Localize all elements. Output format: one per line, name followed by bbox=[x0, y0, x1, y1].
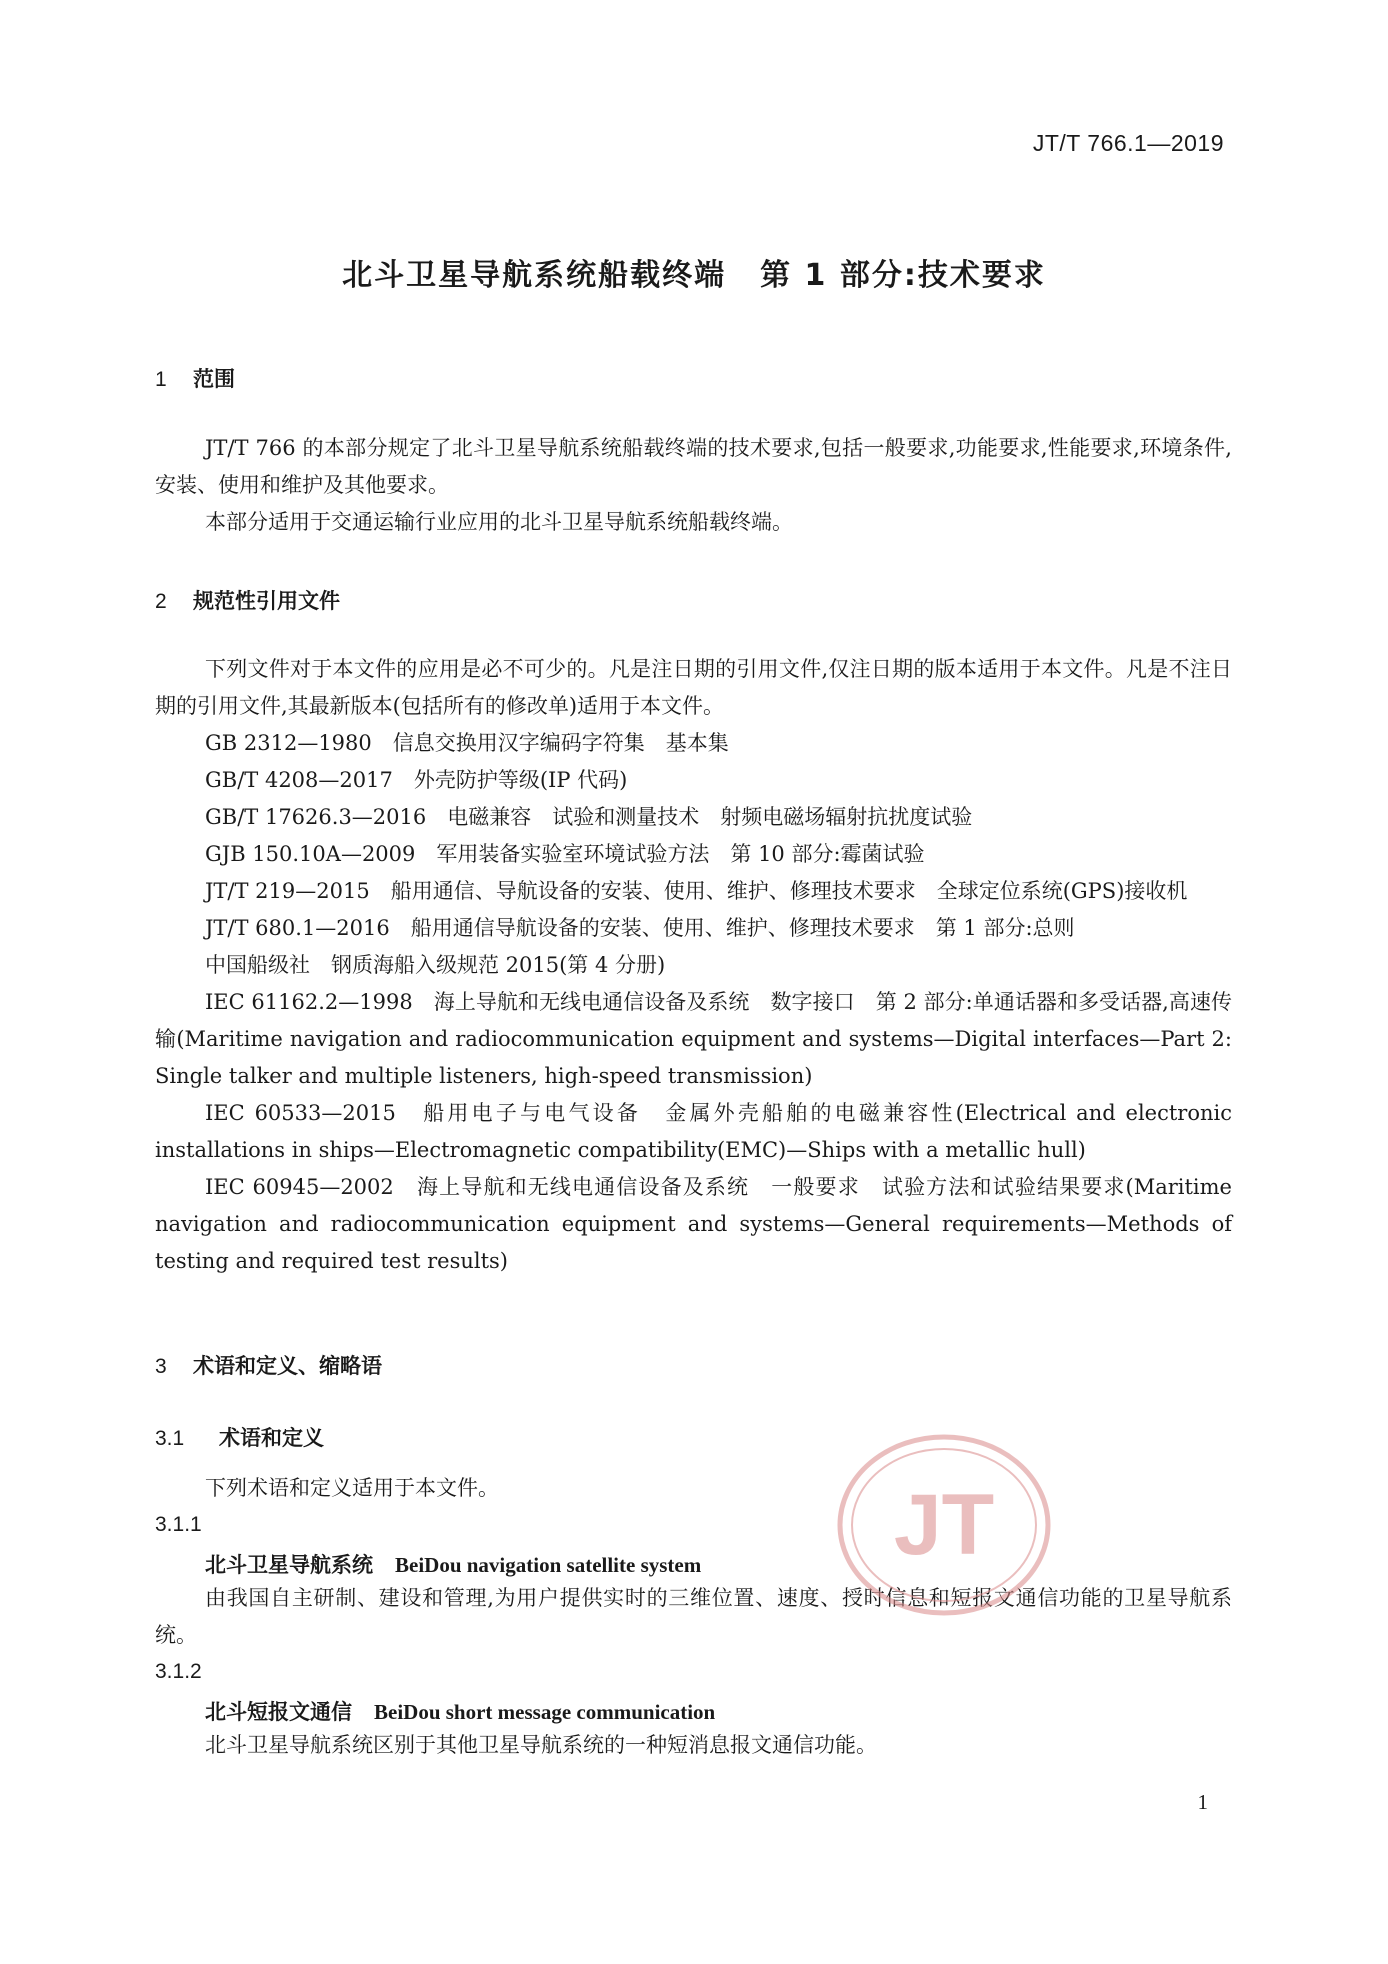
section-3-1-title: 术语和定义 bbox=[219, 1426, 324, 1450]
standard-number: JT/T 766.1—2019 bbox=[1032, 130, 1224, 156]
section-2-title: 规范性引用文件 bbox=[193, 589, 340, 613]
section-1-heading: 1 范围 bbox=[155, 367, 235, 391]
section-1-title: 范围 bbox=[193, 367, 235, 391]
section-3-title: 术语和定义、缩略语 bbox=[193, 1354, 382, 1378]
section-3-heading: 3 术语和定义、缩略语 bbox=[155, 1354, 382, 1378]
paragraph: 本部分适用于交通运输行业应用的北斗卫星导航系统船载终端。 bbox=[205, 510, 793, 534]
reference-item: IEC 60533—2015 船用电子与电气设备 金属外壳船舶的电磁兼容性(Electrical and electronic installations in ships—Electromagnetic compatibility(EMC)—Ships with a metallic hull) bbox=[155, 1101, 1232, 1162]
title-main: 北斗卫星导航系统船载终端 bbox=[342, 258, 727, 293]
term-title-zh: 北斗卫星导航系统 bbox=[205, 1553, 373, 1577]
stamp-text: JT bbox=[893, 1477, 995, 1573]
reference-item: 中国船级社 钢质海船入级规范 2015(第 4 分册) bbox=[205, 953, 666, 977]
term-title-zh: 北斗短报文通信 bbox=[205, 1700, 352, 1724]
reference-item: GB 2312—1980 信息交换用汉字编码字符集 基本集 bbox=[205, 731, 729, 755]
section-2-body bbox=[155, 651, 1232, 1280]
jt-stamp-watermark bbox=[834, 1430, 1054, 1620]
reference-item: JT/T 219—2015 船用通信、导航设备的安装、使用、维护、修理技术要求 全球定位系统(GPS)接收机 bbox=[205, 879, 1188, 903]
document-title bbox=[0, 250, 1388, 294]
term-number: 3.1.1 bbox=[155, 1513, 202, 1536]
page-number: 1 bbox=[1197, 1790, 1208, 1814]
title-part: 第 1 部分:技术要求 bbox=[760, 258, 1046, 293]
paragraph: JT/T 766 的本部分规定了北斗卫星导航系统船载终端的技术要求,包括一般要求,功能要求,性能要求,环境条件,安装、使用和维护及其他要求。 bbox=[155, 436, 1232, 497]
term-title bbox=[205, 1549, 701, 1579]
reference-item: GB/T 17626.3—2016 电磁兼容 试验和测量技术 射频电磁场辐射抗扰度试验 bbox=[205, 805, 973, 829]
reference-item: GB/T 4208—2017 外壳防护等级(IP 代码) bbox=[205, 768, 628, 792]
reference-item: GJB 150.10A—2009 军用装备实验室环境试验方法 第 10 部分:霉菌试验 bbox=[205, 842, 925, 866]
reference-item: JT/T 680.1—2016 船用通信导航设备的安装、使用、维护、修理技术要求 第 1 部分:总则 bbox=[205, 916, 1075, 940]
term-title-en: BeiDou short message communication bbox=[374, 1700, 716, 1724]
section-1-body bbox=[155, 430, 1232, 541]
reference-item: IEC 60945—2002 海上导航和无线电通信设备及系统 一般要求 试验方法和试验结果要求(Maritime navigation and radiocommunication equipment and systems—General requirements—Methods of testing and required test results) bbox=[155, 1175, 1232, 1273]
term-title-en: BeiDou navigation satellite system bbox=[395, 1553, 702, 1577]
paragraph: 下列文件对于本文件的应用是必不可少的。凡是注日期的引用文件,仅注日期的版本适用于本文件。凡是不注日期的引用文件,其最新版本(包括所有的修改单)适用于本文件。 bbox=[155, 657, 1232, 718]
section-3-1-intro bbox=[155, 1470, 1232, 1507]
term-number: 3.1.2 bbox=[155, 1660, 202, 1683]
term-definition: 北斗卫星导航系统区别于其他卫星导航系统的一种短消息报文通信功能。 bbox=[205, 1733, 877, 1757]
term-title bbox=[205, 1696, 715, 1726]
term-definition: 由我国自主研制、建设和管理,为用户提供实时的三维位置、速度、授时信息和短报文通信功能的卫星导航系统。 bbox=[155, 1586, 1232, 1647]
reference-item: IEC 61162.2—1998 海上导航和无线电通信设备及系统 数字接口 第 2 部分:单通话器和多受话器,高速传输(Maritime navigation and radiocommunication equipment and systems—Digital interfaces—Part 2: Single talker and multiple listeners, high-speed transmission) bbox=[155, 990, 1232, 1088]
paragraph: 下列术语和定义适用于本文件。 bbox=[205, 1476, 499, 1500]
section-3-1-heading: 3.1 术语和定义 bbox=[155, 1426, 324, 1450]
section-2-heading: 2 规范性引用文件 bbox=[155, 589, 340, 613]
